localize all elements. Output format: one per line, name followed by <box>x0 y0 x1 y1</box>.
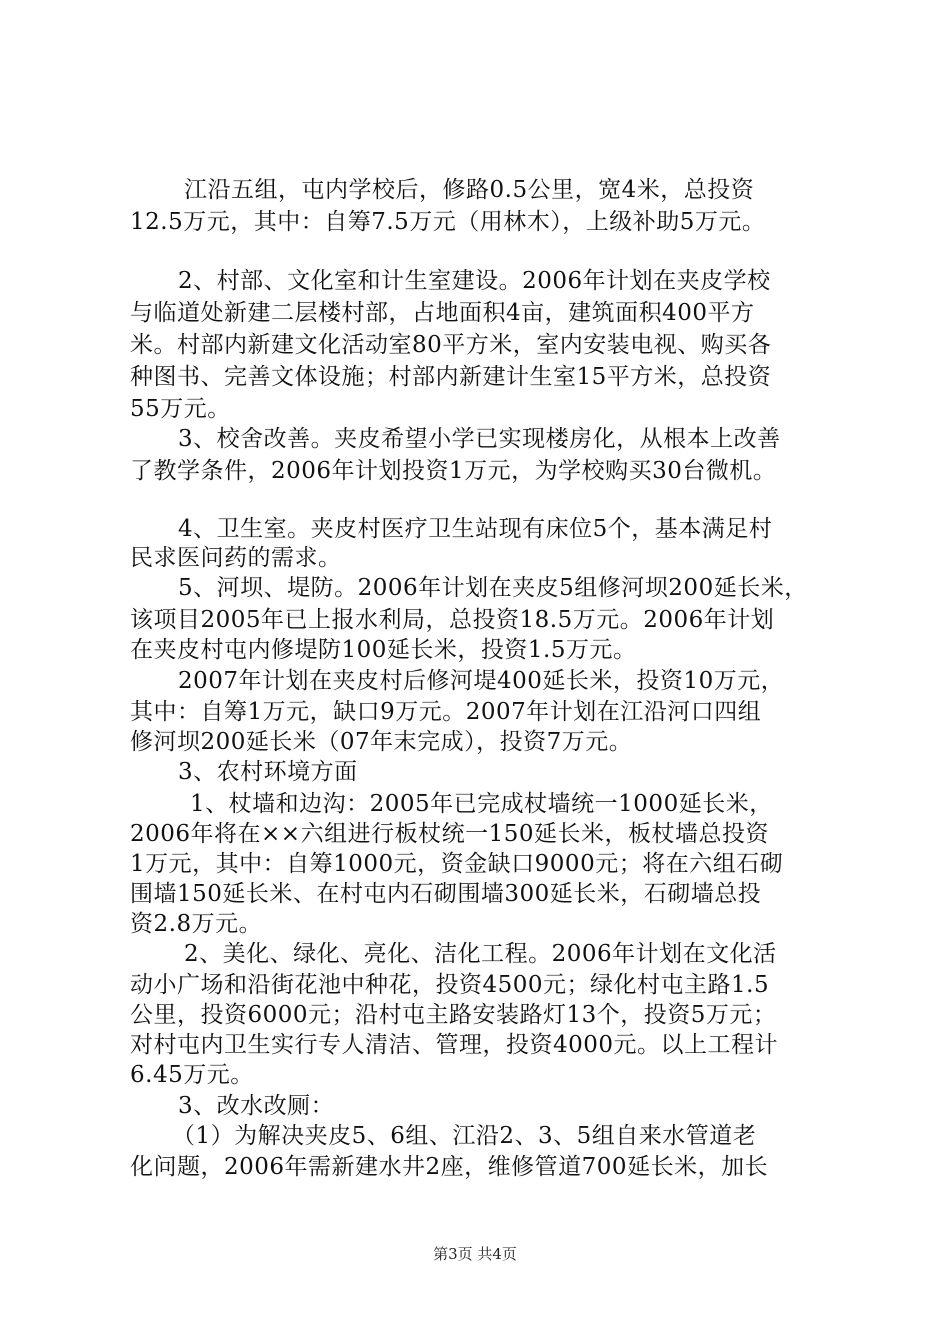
text-line: 6.45万元。 <box>130 1062 254 1088</box>
text-line: 资2.8万元。 <box>130 911 263 937</box>
text-line: 3、校舍改善。夹皮希望小学已实现楼房化，从根本上改善 <box>178 426 781 452</box>
text-line: 了教学条件，2006年计划投资1万元，为学校购买30台微机。 <box>130 458 777 484</box>
text-line: 公里，投资6000元；沿村屯主路安装路灯13个，投资5万元； <box>130 1002 777 1028</box>
text-line: 2、村部、文化室和计生室建设。2006年计划在夹皮学校 <box>178 268 771 294</box>
page-number-footer: 第3页 共4页 <box>433 1245 517 1263</box>
text-line: 该项目2005年已上报水利局，总投资18.5万元。2006年计划 <box>130 607 775 633</box>
text-line: 动小广场和沿街花池中种花，投资4500元；绿化村屯主路1.5 <box>130 972 770 998</box>
text-line: 对村屯内卫生实行专人清洁、管理，投资4000元。以上工程计 <box>130 1032 779 1058</box>
text-line: 米。村部内新建文化活动室80平方米，室内安装电视、购买各 <box>130 332 772 358</box>
text-line: 1万元，其中：自筹1000元，资金缺口9000元；将在六组石砌 <box>130 851 784 877</box>
text-line: 5、河坝、堤防。2006年计划在夹皮5组修河坝200延长米， <box>178 575 808 601</box>
text-line: 种图书、完善文体设施；村部内新建计生室15平方米，总投资 <box>130 364 772 390</box>
text-line: 3、农村环境方面 <box>178 759 358 785</box>
text-line: 3、改水改厕： <box>178 1093 335 1119</box>
text-line: 其中：自筹1万元，缺口9万元。2007年计划在江沿河口四组 <box>130 699 762 725</box>
text-line: 与临道处新建二层楼村部，占地面积4亩，建筑面积400平方 <box>130 300 755 326</box>
text-line: 江沿五组，屯内学校后，修路0.5公里，宽4米，总投资 <box>184 177 755 203</box>
text-line: （1）为解决夹皮5、6组、江沿2、3、5组自来水管道老 <box>172 1123 757 1149</box>
text-line: 12.5万元，其中：自筹7.5万元（用林木），上级补助5万元。 <box>130 209 766 235</box>
text-line: 1、杖墙和边沟：2005年已完成杖墙统一1000延长米， <box>190 791 773 817</box>
text-line: 化问题，2006年需新建水井2座，维修管道700延长米，加长 <box>130 1154 769 1180</box>
text-line: 修河坝200延长米（07年末完成），投资7万元。 <box>130 729 633 755</box>
text-line: 围墙150延长米、在村屯内石砌围墙300延长米，石砌墙总投 <box>130 881 762 907</box>
text-line: 民求医问药的需求。 <box>130 545 342 571</box>
text-line: 在夹皮村屯内修堤防100延长米，投资1.5万元。 <box>130 637 637 663</box>
text-line: 2、美化、绿化、亮化、洁化工程。2006年计划在文化活 <box>184 941 777 967</box>
text-line: 2007年计划在夹皮村后修河堤400延长米，投资10万元， <box>178 668 785 694</box>
text-line: 55万元。 <box>130 396 231 422</box>
text-line: 2006年将在××六组进行板杖统一150延长米，板杖墙总投资 <box>130 821 769 847</box>
text-line: 4、卫生室。夹皮村医疗卫生站现有床位5个，基本满足村 <box>178 516 773 542</box>
